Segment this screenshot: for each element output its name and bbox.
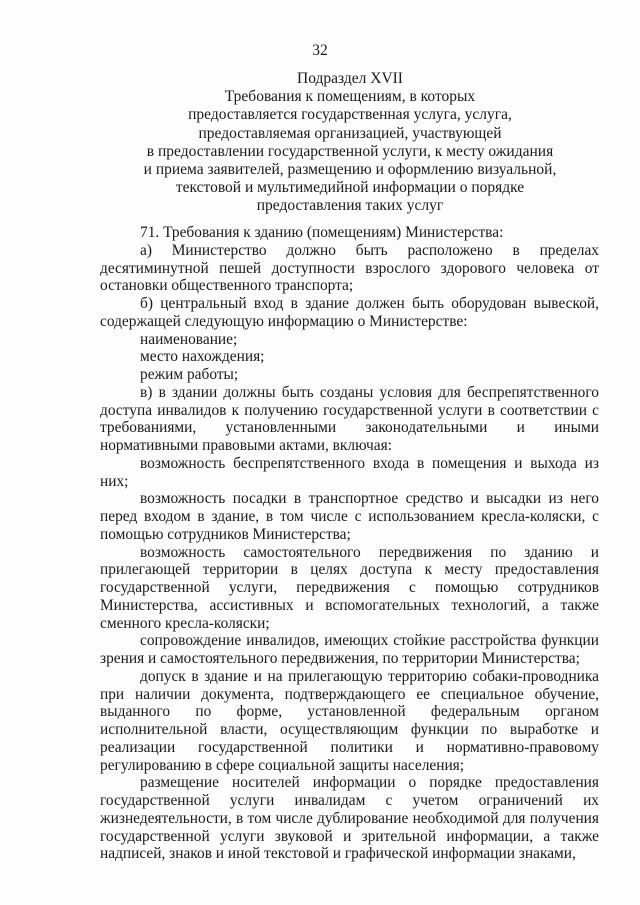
heading-line: предоставляемая организацией, участвующей (198, 124, 502, 142)
heading-line: и приема заявителей, размещению и оформлению визуальной, (143, 161, 557, 179)
page-number: 32 (312, 42, 328, 59)
paragraph: возможность посадки в транспортное средство и высадки из него перед входом в здание, в том числе с использованием кресла-коляски, с помощью сотрудников Министерства; (100, 490, 599, 543)
paragraph: место нахождения; (140, 348, 265, 366)
heading-line: предоставляется государственная услуга, услуга, (188, 106, 512, 124)
paragraph: размещение носителей информации о порядке предоставления государственной услуги инвалидам с учетом ограничений их жизнедеятельности, в том числе дублирование необходимой для получения государственной услуги звуковой и зрительной информации, а также надписей, знаков и иной текстовой и графической информации знаками, (100, 774, 599, 863)
paragraph: допуск в здание и на прилегающую территорию собаки-проводника при наличии документа, подтверждающего ее специальное обучение, выданного по форме, установленной федеральным органом исполнительной власти, осуществляющим функции по выработке и реализации государственной политики и нормативно-правовому регулированию в сфере социальной защиты населения; (100, 667, 599, 774)
paragraph: в) в здании должны быть созданы условия для беспрепятственного доступа инвалидов к получению государственной услуги в соответствии с требованиями, установленными законодательными и иными нормативными правовыми актами, включая: (100, 383, 599, 454)
section-heading (100, 70, 600, 216)
heading-line: Требования к помещениям, в которых (224, 88, 476, 106)
body-text (100, 224, 599, 863)
paragraph: наименование; (140, 330, 238, 348)
paragraph: возможность беспрепятственного входа в помещения и выхода из них; (100, 454, 599, 490)
paragraph: 71. Требования к зданию (помещениям) Министерства: (140, 224, 504, 241)
paragraph: а) Министерство должно быть расположено в пределах десятиминутной пешей доступности взрослого здорового человека от остановки общественного транспорта; (100, 241, 599, 295)
heading-line: предоставления таких услуг (256, 197, 444, 215)
paragraph: сопровождение инвалидов, имеющих стойкие расстройства функции зрения и самостоятельного передвижения, по территории Министерства; (100, 632, 599, 667)
paragraph: возможность самостоятельного передвижения по зданию и прилегающей территории в целях доступа к месту предоставления государственной услуги, передвижения с помощью сотрудников Министерства, ассистивных и вспомогательных технологий, а также сменного кресла-коляски; (100, 543, 599, 632)
paragraph: б) центральный вход в здание должен быть оборудован вывеской, содержащей следующую информацию о Министерстве: (100, 295, 599, 330)
heading-line: текстовой и мультимедийной информации о порядке (175, 179, 525, 197)
heading-line: в предоставлении государственной услуги, к месту ожидания (146, 142, 554, 160)
heading-line: Подраздел XVII (297, 70, 403, 87)
paragraph: режим работы; (140, 366, 239, 383)
